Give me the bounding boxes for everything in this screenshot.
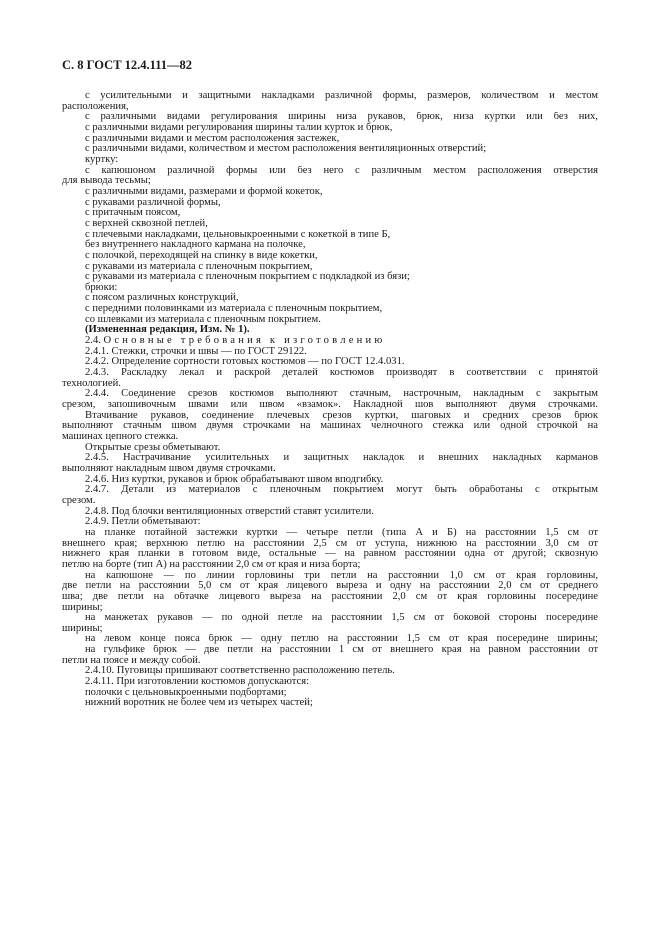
text-line-content: шва; две петли на обтачке лицевого выреза на расстоянии 2,0 см от края горловины посередине	[62, 591, 598, 602]
text-line-content: 2.4.	[85, 335, 104, 347]
text-line-content: Втачивание рукавов, соединение плечевых срезов куртки, шаговых и средних срезов брюк	[85, 410, 598, 421]
text-line	[62, 91, 598, 102]
text-line-content: на капюшоне — по линии горловины три петли на расстоянии 1,0 см от края горловины,	[85, 570, 598, 581]
text-line-content: куртку:	[85, 153, 119, 165]
text-line-content: с поясом различных конструкций,	[85, 292, 239, 304]
text-line	[62, 613, 598, 624]
text-line-content: выполняют накладным швом двумя строчками.	[62, 462, 276, 474]
text-line-content: с различными видами регулирования ширины талии курток и брюк,	[85, 121, 393, 133]
text-line-content: расположения,	[62, 100, 129, 112]
text-line-content: с различными видами, размерами и формой кокеток,	[85, 185, 323, 197]
text-line	[62, 528, 598, 539]
text-line	[62, 603, 598, 614]
text-line	[62, 272, 598, 283]
text-line	[62, 698, 598, 709]
text-line-content: с усилительными и защитными накладками различной формы, размеров, количеством и местом	[85, 91, 598, 101]
text-line-content: 2.4.8. Под блочки вентиляционных отверстий ставят усилители.	[85, 505, 374, 517]
text-line-content: со шлевками из материала с пленочным покрытием.	[85, 313, 321, 325]
text-line	[62, 411, 598, 422]
text-line-content: с полочкой, переходящей на спинку в виде кокетки,	[85, 249, 318, 261]
text-line	[62, 634, 598, 645]
text-line-content: ширины;	[62, 622, 103, 634]
text-line	[62, 368, 598, 379]
text-line-content: на левом конце пояса брюк — одну петлю на расстоянии 1,5 см от края посередине ширины;	[85, 634, 598, 645]
text-line-content: на гульфике брюк — две петли на расстоянии 1 см от внешнего края на равном расстоянии от	[85, 645, 598, 656]
text-line	[62, 517, 598, 528]
text-line-content: 2.4.6. Низ куртки, рукавов и брюк обрабатывают швом вподгибку.	[85, 473, 384, 485]
text-line-content: брюки:	[85, 281, 118, 293]
page-header: С. 8 ГОСТ 12.4.111—82	[62, 58, 193, 72]
text-line-content: петли на поясе и между собой.	[62, 654, 201, 666]
text-line-content: без внутреннего накладного кармана на полочке,	[85, 239, 306, 251]
text-line-content: петлю на борте (тип А) на расстоянии 2,0 см от края и низа борта;	[62, 558, 361, 570]
text-line-content: 2.4.3. Раскладку лекал и раскрой деталей костюмов производят в соответствии с принятой	[85, 368, 598, 379]
section-heading-title: Основные требования к изготовлению	[103, 335, 386, 347]
text-line-content: 2.4.7. Детали из материалов с пленочным покрытием могут быть обработаны с открытым	[85, 485, 598, 496]
text-line-content: Открытые срезы обметывают.	[85, 441, 221, 453]
text-line-content: с верхней сквозной петлей,	[85, 217, 208, 229]
text-line-content: для вывода тесьмы;	[62, 175, 151, 187]
text-line-content: нижнего края планки в готовом виде, остальные — на равном расстоянии одна от другой; сквозную	[62, 549, 598, 560]
text-line-content: две петли на расстоянии 5,0 см от края лицевого выреза и одну на расстоянии 2,0 см от среднего	[62, 581, 598, 592]
text-line-content: (Измененная редакция, Изм. № 1).	[85, 324, 250, 336]
text-line	[62, 571, 598, 582]
text-line-content: с капюшоном различной формы или без него с различным местом расположения отверстия	[85, 165, 598, 176]
text-line	[62, 475, 598, 486]
text-line-content: срезом.	[62, 494, 96, 506]
text-line-content: ширины;	[62, 601, 103, 613]
text-line	[62, 379, 598, 390]
document-body	[62, 91, 598, 709]
text-line-content: на манжетах рукавов — по одной петле на расстоянии 1,5 см от боковой стороны посередине	[85, 613, 598, 624]
text-line	[62, 400, 598, 411]
text-line-content: с различными видами и местом расположения застежек,	[85, 132, 340, 144]
text-line-content: с различными видами, количеством и местом расположения вентиляционных отверстий;	[85, 143, 487, 155]
text-line-content: внешнего края; верхнюю петлю на расстоянии 2,5 см от уступа, нижнюю на расстоянии 3,0 см от	[62, 538, 598, 549]
text-line	[62, 102, 598, 113]
text-line-content: с передними половинками из материала с пленочным покрытием,	[85, 303, 383, 315]
text-line-content: 2.4.10. Пуговицы пришивают соответственно расположению петель.	[85, 665, 395, 677]
text-line	[62, 155, 598, 166]
text-line	[62, 443, 598, 454]
text-line-content: 2.4.11. При изготовлении костюмов допускаются:	[85, 676, 310, 688]
text-line-content: 2.4.5. Настрачивание усилительных и защитных накладок и внешних накладных карманов	[85, 453, 598, 464]
text-line	[62, 592, 598, 603]
text-line-content: нижний воротник не более чем из четырех частей;	[85, 697, 313, 709]
text-line-content: технологией.	[62, 377, 121, 389]
text-line-content: 2.4.2. Определение сортности готовых костюмов — по ГОСТ 12.4.031.	[85, 356, 405, 368]
text-line-content: с рукавами из материала с пленочным покрытием,	[85, 260, 313, 272]
text-line-content: срезом, запошивочным швами или швом «взамок». Накладной шов выполняют двумя строчками.	[62, 400, 598, 411]
text-line	[62, 560, 598, 571]
text-line-content: с рукавами различной формы,	[85, 196, 221, 208]
text-line	[62, 539, 598, 550]
text-line-content: 2.4.1. Стежки, строчки и швы — по ГОСТ 29122.	[85, 345, 307, 357]
text-line-content: машинах цепного стежка.	[62, 431, 179, 442]
text-line-content: полочки с цельновыкроенными подбортами;	[85, 686, 287, 698]
text-line	[62, 389, 598, 400]
text-line-content: 2.4.4. Соединение срезов костюмов выполняют стачным, настрочным, накладным с закрытым	[85, 389, 598, 400]
text-line	[62, 144, 598, 155]
text-line-content: на планке потайной застежки куртки — четыре петли (типа А и Б) на расстоянии 1,5 см от	[85, 527, 598, 538]
text-line-content: выполняют стачным швом двумя строчками на машинах челночного стежка или одной строчкой на	[62, 421, 598, 432]
text-line	[62, 357, 598, 368]
text-line	[62, 581, 598, 592]
text-line	[62, 485, 598, 496]
text-line-content: 2.4.9. Петли обметывают:	[85, 516, 201, 528]
text-line-content: с плечевыми накладками, цельновыкроенными с кокеткой в типе Б,	[85, 228, 391, 240]
text-line	[62, 624, 598, 635]
text-line-content: с различными видами регулирования ширины низа рукавов, брюк, низа куртки или без них,	[85, 112, 598, 123]
text-line-content: с рукавами из материала с пленочным покрытием с подкладкой из бязи;	[85, 271, 410, 283]
text-line-content: с притачным поясом,	[85, 207, 181, 219]
